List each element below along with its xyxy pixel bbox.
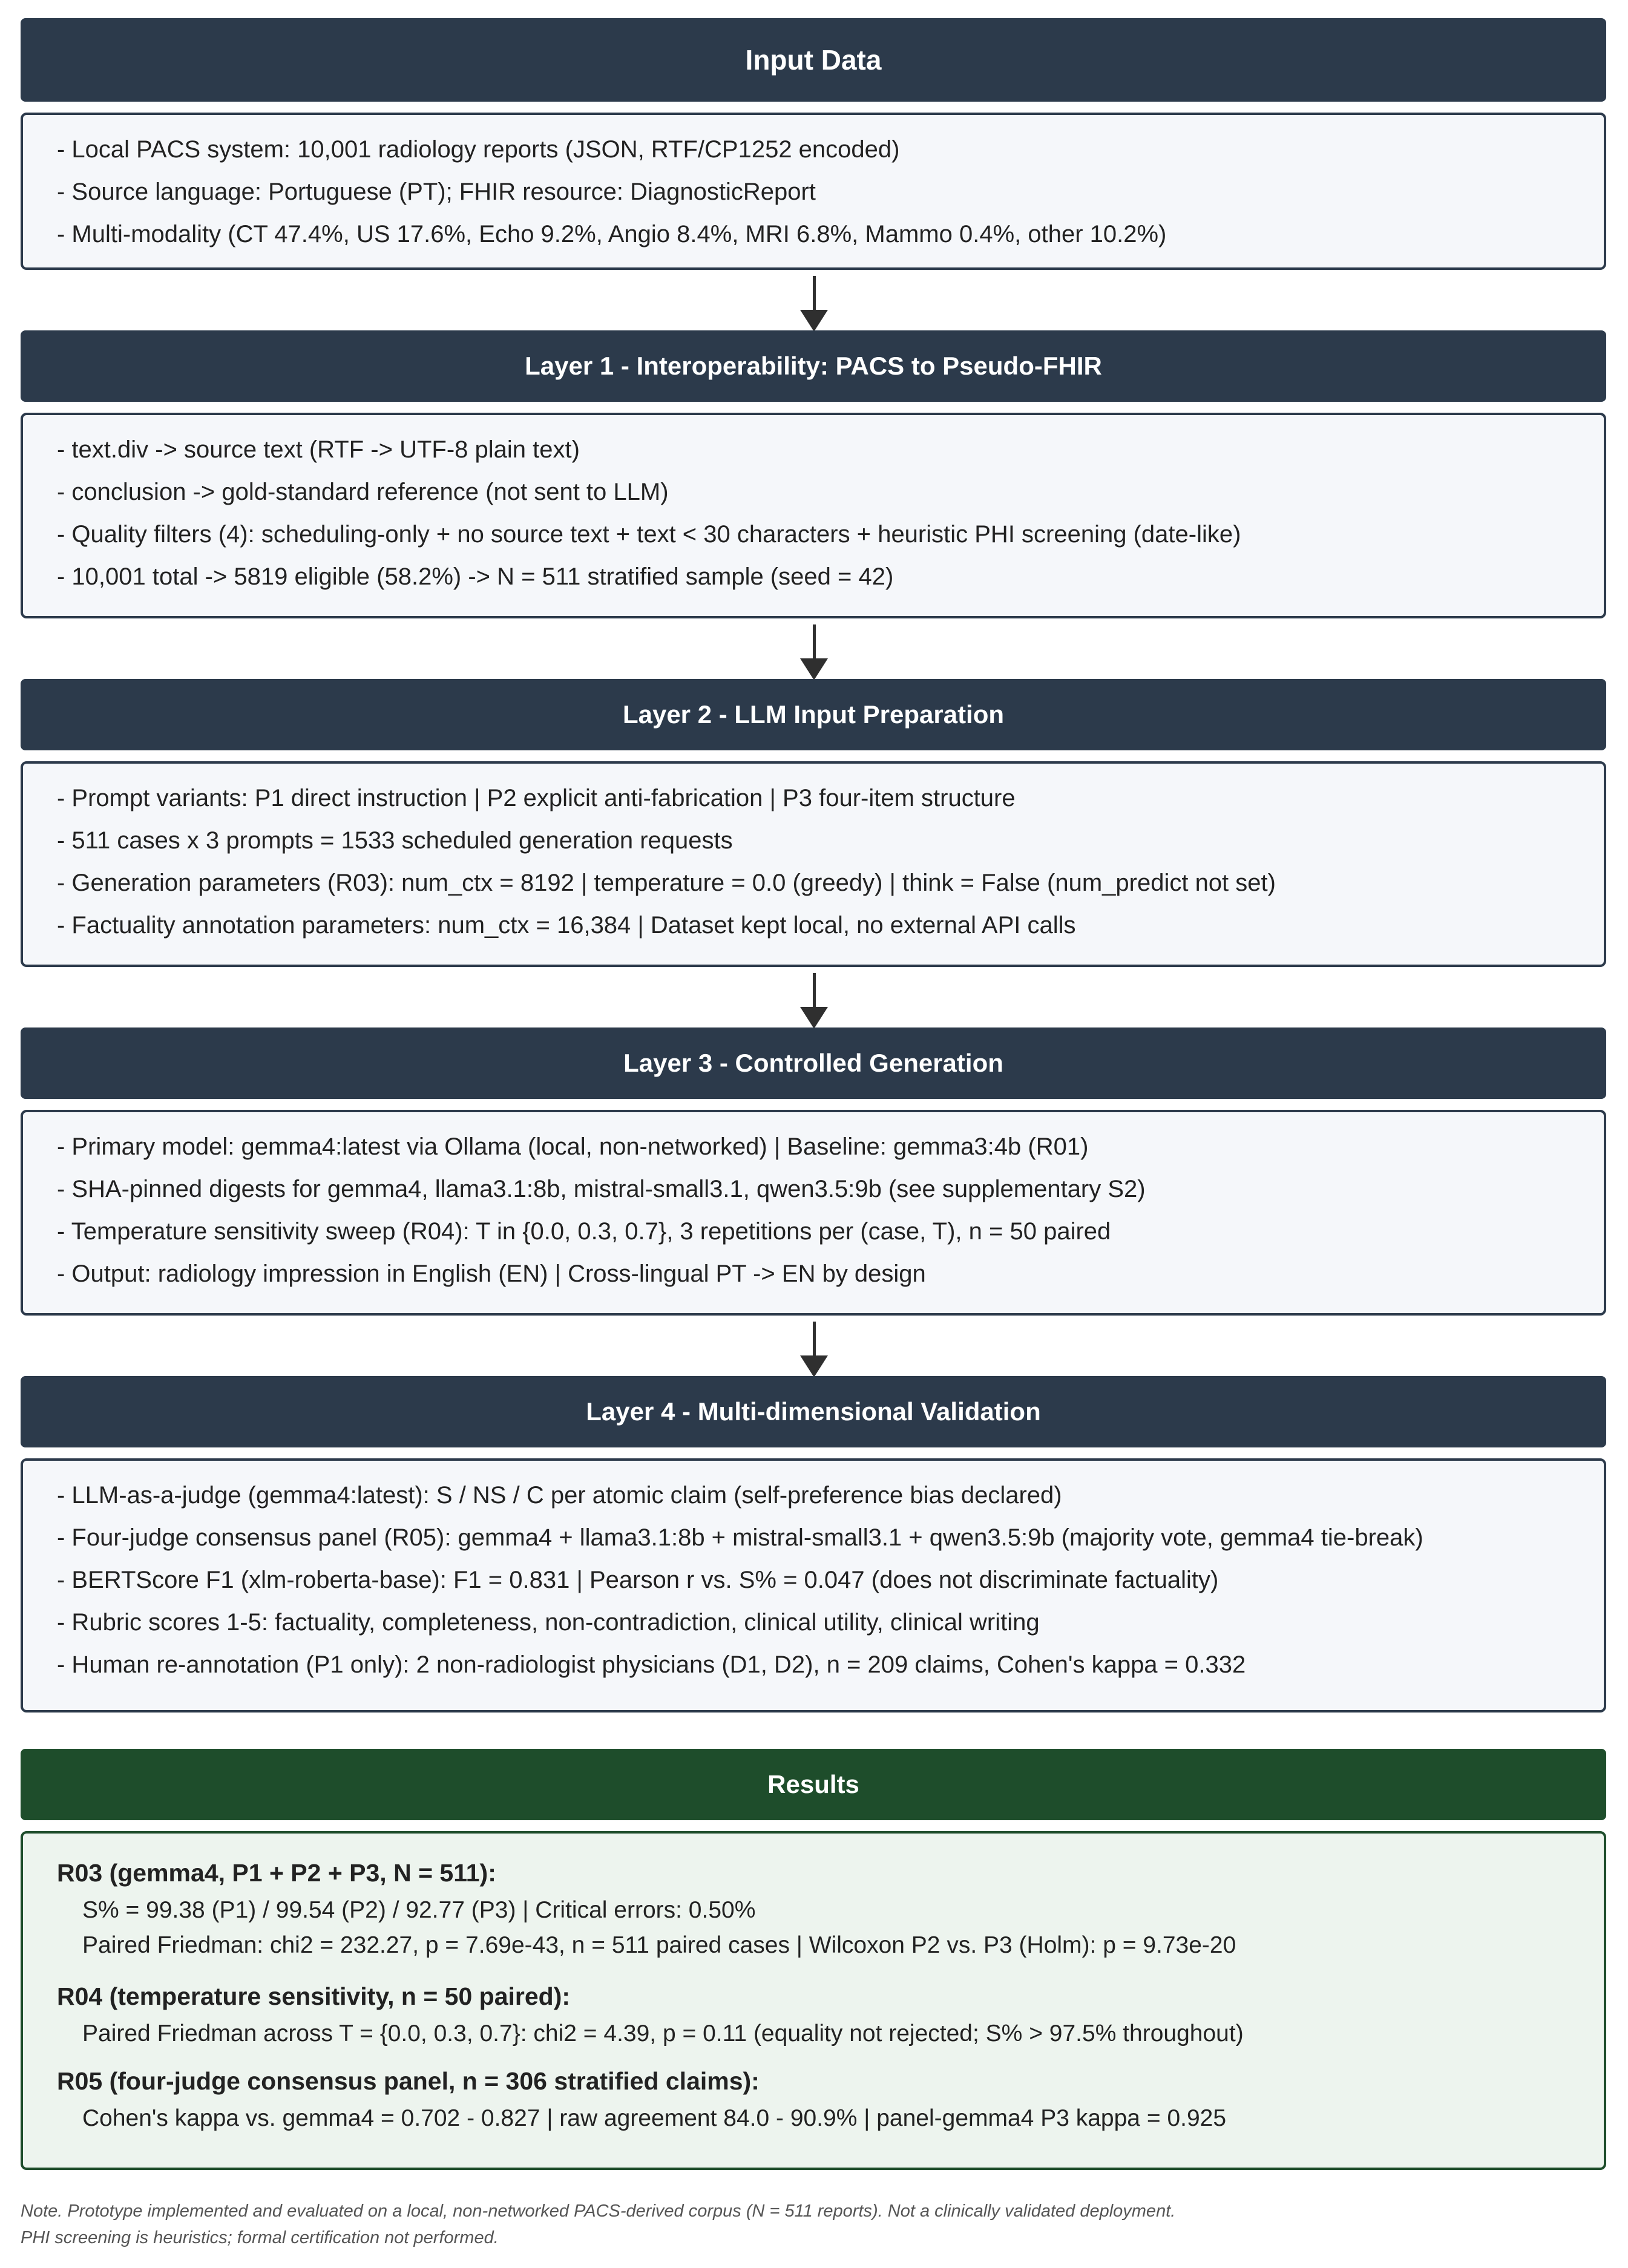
r03-heading: R03 (gemma4, P1 + P2 + P3, N = 511):	[57, 1859, 496, 1887]
input-data-header	[21, 18, 1606, 102]
layer1-line: - conclusion -> gold-standard reference (not sent to LLM)	[57, 479, 669, 505]
layer4-line: - Human re-annotation (P1 only): 2 non-radiologist physicians (D1, D2), n = 209 claims, Cohen's kappa = 0.332	[57, 1651, 1246, 1678]
layer4-header	[21, 1376, 1606, 1447]
layer4-line: - Four-judge consensus panel (R05): gemma4 + llama3.1:8b + mistral-small3.1 + qwen3.5:9b (majority vote, gemma4 tie-break)	[57, 1524, 1423, 1551]
layer4-line: - BERTScore F1 (xlm-roberta-base): F1 = 0.831 | Pearson r vs. S% = 0.047 (does not discriminate factuality)	[57, 1567, 1219, 1593]
input-data-box	[21, 113, 1606, 270]
input-data-line: - Multi-modality (CT 47.4%, US 17.6%, Echo 9.2%, Angio 8.4%, MRI 6.8%, Mammo 0.4%, other 10.2%)	[57, 221, 1167, 247]
footnote	[21, 2198, 1175, 2251]
r05-line: Cohen's kappa vs. gemma4 = 0.702 - 0.827 | raw agreement 84.0 - 90.9% | panel-gemma4 P3 kappa = 0.925	[82, 2105, 1227, 2131]
layer4-line: - Rubric scores 1-5: factuality, completeness, non-contradiction, clinical utility, clinical writing	[57, 1609, 1040, 1636]
footnote-line: Note. Prototype implemented and evaluated on a local, non-networked PACS-derived corpus (N = 511 reports). Not a clinically validated deployment.	[21, 2201, 1176, 2221]
r04-heading: R04 (temperature sensitivity, n = 50 paired):	[57, 1982, 571, 2010]
r04-line: Paired Friedman across T = {0.0, 0.3, 0.7}: chi2 = 4.39, p = 0.11 (equality not rejected; S% > 97.5% throughout)	[82, 2021, 1244, 2047]
layer3-header	[21, 1027, 1606, 1099]
footnote-line: PHI screening is heuristics; formal certification not performed.	[21, 2228, 499, 2247]
layer1-line: - text.div -> source text (RTF -> UTF-8 plain text)	[57, 436, 580, 463]
layer2-title: Layer 2 - LLM Input Preparation	[622, 700, 1005, 729]
layer1-line: - 10,001 total -> 5819 eligible (58.2%) -> N = 511 stratified sample (seed = 42)	[57, 563, 894, 590]
layer2-line: - Prompt variants: P1 direct instruction | P2 explicit anti-fabrication | P3 four-item structure	[57, 785, 1016, 811]
layer3-title: Layer 3 - Controlled Generation	[623, 1049, 1003, 1077]
r03-line: Paired Friedman: chi2 = 232.27, p = 7.69e-43, n = 511 paired cases | Wilcoxon P2 vs. P3 (Holm): p = 9.73e-20	[82, 1932, 1236, 1958]
layer1-line: - Quality filters (4): scheduling-only + no source text + text < 30 characters + heuristic PHI screening (date-like)	[57, 521, 1241, 548]
layer3-box	[21, 1110, 1606, 1316]
layer3-line: - Primary model: gemma4:latest via Ollama (local, non-networked) | Baseline: gemma3:4b (R01)	[57, 1133, 1089, 1160]
results-box	[21, 1831, 1606, 2170]
layer2-header	[21, 679, 1606, 750]
input-data-title: Input Data	[745, 44, 882, 76]
input-data-line: - Local PACS system: 10,001 radiology reports (JSON, RTF/CP1252 encoded)	[57, 136, 900, 163]
layer2-line: - Factuality annotation parameters: num_ctx = 16,384 | Dataset kept local, no external API calls	[57, 912, 1076, 939]
layer1-title: Layer 1 - Interoperability: PACS to Pseudo-FHIR	[525, 352, 1102, 380]
layer2-box	[21, 761, 1606, 967]
results-title: Results	[767, 1770, 859, 1798]
layer3-line: - SHA-pinned digests for gemma4, llama3.1:8b, mistral-small3.1, qwen3.5:9b (see supplementary S2)	[57, 1176, 1146, 1202]
layer1-box	[21, 413, 1606, 618]
results-header	[21, 1749, 1606, 1820]
layer4-box	[21, 1458, 1606, 1712]
layer2-line: - Generation parameters (R03): num_ctx = 8192 | temperature = 0.0 (greedy) | think = False (num_predict not set)	[57, 870, 1276, 896]
layer3-line: - Output: radiology impression in English (EN) | Cross-lingual PT -> EN by design	[57, 1260, 926, 1287]
layer4-line: - LLM-as-a-judge (gemma4:latest): S / NS / C per atomic claim (self-preference bias declared)	[57, 1482, 1062, 1509]
layer2-line: - 511 cases x 3 prompts = 1533 scheduled generation requests	[57, 827, 733, 854]
r05-heading: R05 (four-judge consensus panel, n = 306 stratified claims):	[57, 2067, 760, 2095]
layer4-title: Layer 4 - Multi-dimensional Validation	[586, 1397, 1041, 1426]
r03-line: S% = 99.38 (P1) / 99.54 (P2) / 92.77 (P3) | Critical errors: 0.50%	[82, 1897, 756, 1923]
input-data-line: - Source language: Portuguese (PT); FHIR resource: DiagnosticReport	[57, 179, 816, 205]
layer1-header	[21, 330, 1606, 402]
layer3-line: - Temperature sensitivity sweep (R04): T in {0.0, 0.3, 0.7}, 3 repetitions per (case, T), n = 50 paired	[57, 1218, 1111, 1245]
